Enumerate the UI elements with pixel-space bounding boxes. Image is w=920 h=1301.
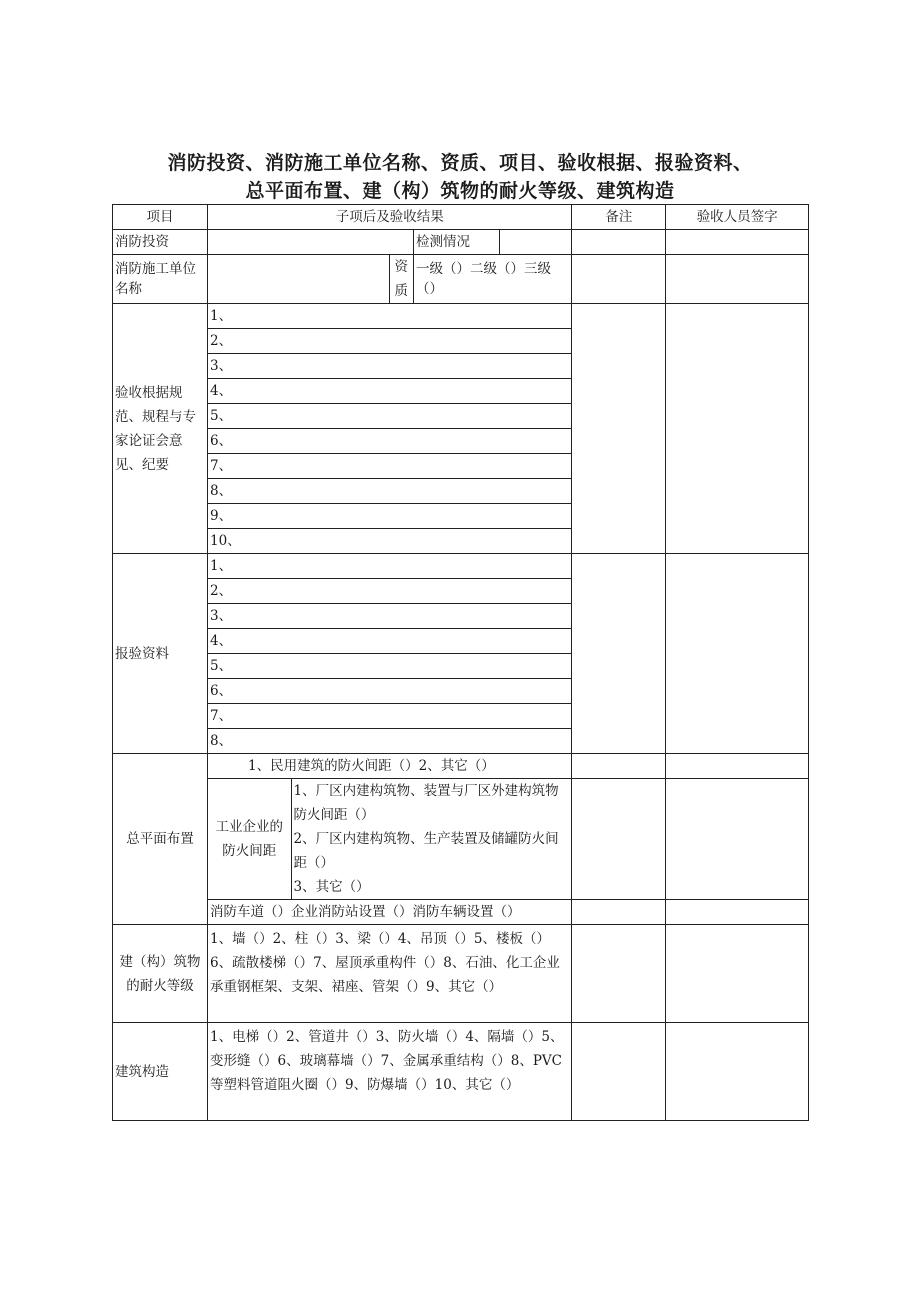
investment-label: 消防投资 (113, 230, 208, 255)
investment-signer[interactable] (666, 230, 809, 255)
report-signer[interactable] (666, 554, 809, 754)
page-title-line2: 总平面布置、建（构）筑物的耐火等级、建筑构造 (245, 180, 675, 202)
layout-lane-remark[interactable] (572, 900, 666, 925)
fire-rating-signer[interactable] (666, 925, 809, 1023)
layout-industrial-signer[interactable] (666, 779, 809, 900)
list-item: 8、 (210, 733, 233, 749)
layout-fire-lane: 消防车道（）企业消防站设置（）消防车辆设置（） (208, 900, 572, 925)
construction-row (113, 1023, 809, 1121)
qual-label: 资质 (394, 259, 409, 299)
contractor-remark[interactable] (572, 255, 666, 304)
construction-remark[interactable] (572, 1023, 666, 1121)
layout-civil: 1、民用建筑的防火间距（）2、其它（） (208, 754, 572, 779)
report-label: 报验资料 (113, 554, 208, 754)
list-item: 2、 (208, 579, 571, 604)
layout-civil-row (113, 754, 809, 779)
list-item: 8、 (208, 479, 571, 504)
basis-signer[interactable] (666, 304, 809, 554)
list-item: 1、 (208, 554, 571, 579)
page-title-line1: 消防投资、消防施工单位名称、资质、项目、验收根据、报验资料、 (167, 152, 753, 174)
report-row (113, 554, 809, 754)
qual-grades: 一级（）二级（）三级（） (414, 255, 572, 304)
header-result: 子项后及验收结果 (208, 205, 572, 230)
investment-remark[interactable] (572, 230, 666, 255)
list-item: 5、 (208, 404, 571, 429)
investment-row (113, 230, 809, 255)
construction-signer[interactable] (666, 1023, 809, 1121)
basis-row (113, 304, 809, 554)
layout-industrial-remark[interactable] (572, 779, 666, 900)
fire-rating-remark[interactable] (572, 925, 666, 1023)
header-signer: 验收人员签字 (666, 205, 809, 230)
header-row (113, 205, 809, 230)
list-item: 6、 (208, 429, 571, 454)
list-item: 4、 (208, 379, 571, 404)
layout-civil-remark[interactable] (572, 754, 666, 779)
basis-remark[interactable] (572, 304, 666, 554)
fire-rating-label: 建（构）筑物的耐火等级 (113, 925, 208, 1023)
industrial-item-3: 3、其它（） (293, 879, 370, 895)
layout-lane-signer[interactable] (666, 900, 809, 925)
list-item: 7、 (208, 704, 571, 729)
contractor-signer[interactable] (666, 255, 809, 304)
contractor-name-value[interactable] (208, 255, 389, 303)
list-item: 10、 (210, 533, 241, 549)
basis-label: 验收根据规范、规程与专家论证会意见、纪要 (113, 304, 208, 554)
layout-industrial-row (113, 779, 809, 900)
construction-text: 1、电梯（）2、管道井（）3、防火墙（）4、隔墙（）5、变形缝（）6、玻璃幕墙（）7、金属承重结构（）8、PVC等塑料管道阻火圈（）9、防爆墙（）10、其它（） (208, 1023, 572, 1121)
list-item: 5、 (208, 654, 571, 679)
fire-rating-text: 1、墙（）2、柱（）3、梁（）4、吊顶（）5、楼板（）6、疏散楼梯（）7、屋顶承重构件（）8、石油、化工企业承重钢框架、支架、裙座、管架（）9、其它（） (208, 925, 572, 1023)
list-item: 1、 (208, 304, 571, 329)
list-item: 3、 (208, 604, 571, 629)
layout-civil-signer[interactable] (666, 754, 809, 779)
contractor-row (113, 255, 809, 304)
list-item: 3、 (208, 354, 571, 379)
basis-list (208, 304, 571, 553)
header-item: 项目 (113, 205, 208, 230)
report-list (208, 554, 571, 753)
list-item: 7、 (208, 454, 571, 479)
report-remark[interactable] (572, 554, 666, 754)
header-remark: 备注 (572, 205, 666, 230)
industrial-label: 工业企业的防火间距 (208, 779, 291, 899)
contractor-label: 消防施工单位名称 (113, 255, 208, 304)
layout-label: 总平面布置 (113, 754, 208, 925)
list-item: 6、 (208, 679, 571, 704)
industrial-item-2: 2、厂区内建构筑物、生产装置及储罐防火间距（） (293, 831, 559, 871)
layout-lane-row (113, 900, 809, 925)
list-item: 4、 (208, 629, 571, 654)
list-item: 9、 (208, 504, 571, 529)
fire-rating-row (113, 925, 809, 1023)
acceptance-table (112, 204, 809, 1121)
detect-label: 检测情况 (414, 230, 499, 254)
detect-value[interactable] (499, 230, 571, 254)
investment-value[interactable] (208, 230, 414, 255)
industrial-item-1: 1、厂区内建构筑物、装置与厂区外建构筑物防火间距（） (293, 783, 559, 823)
construction-label: 建筑构造 (113, 1023, 208, 1121)
list-item: 2、 (208, 329, 571, 354)
